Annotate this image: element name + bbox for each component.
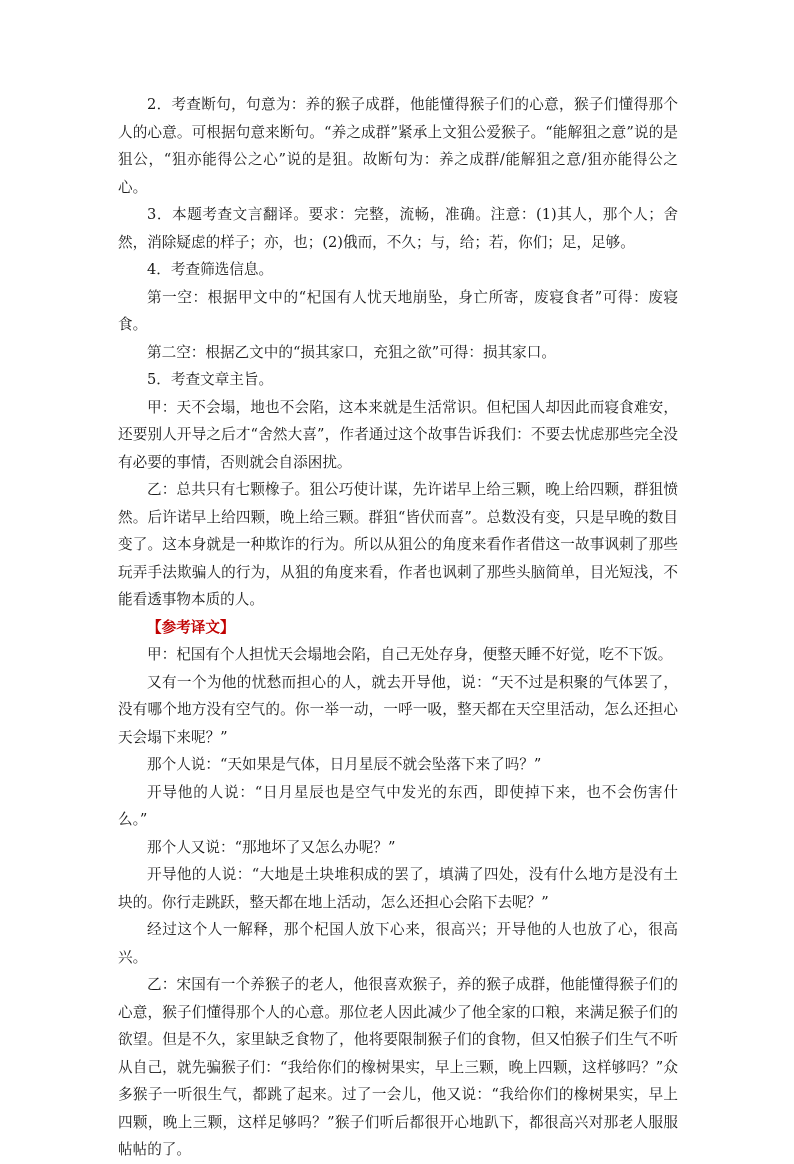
answer-4-blank-2: 第二空：根据乙文中的“损其家口，充狙之欲”可得：损其家口。 <box>147 343 556 361</box>
reference-translation-heading: 【参考译文】 <box>147 618 235 636</box>
translation-jia-4: 开导他的人说：“日月星辰也是空气中发光的东西，即使掉下来，也不会伤害什么。” <box>118 783 678 828</box>
document-body <box>118 91 678 1164</box>
answer-4-blank-1: 第一空：根据甲文中的“杞国有人忧天地崩坠，身亡所寄，废寝食者”可得：废寝食。 <box>118 288 678 333</box>
answer-5: 5．考查文章主旨。 <box>147 371 274 388</box>
answer-4: 4．考查筛选信息。 <box>147 261 274 278</box>
answer-5-jia: 甲：天不会塌，地也不会陷，这本来就是生活常识。但杞国人却因此而寝食难安，还要别人开导之后才“舍然大喜”，作者通过这个故事告诉我们：不要去忧虑那些完全没有必要的事情，否则就会自添困扰。 <box>118 398 678 471</box>
translation-jia-7: 经过这个人一解释，那个杞国人放下心来，很高兴；开导他的人也放了心，很高兴。 <box>118 921 678 966</box>
translation-yi: 乙：宋国有一个养猴子的老人，他很喜欢猴子，养的猴子成群，他能懂得猴子们的心意，猴子们懂得那个人的心意。那位老人因此减少了他全家的口粮，来满足猴子们的欲望。但是不久，家里缺乏食物了，他将要限制猴子们的食物，但又怕猴子们生气不听从自己，就先骗猴子们：“我给你们的橡树果实，早上三颗，晚上四颗，这样够吗？”众多猴子一听很生气，都跳了起来。过了一会儿，他又说：“我给你们的橡树果实，早上四颗，晚上三颗，这样足够吗？”猴子们听后都很开心地趴下，都很高兴对那老人服服帖帖的了。 <box>118 976 678 1158</box>
translation-jia-6: 开导他的人说：“大地是土块堆积成的罢了，填满了四处，没有什么地方是没有土块的。你行走跳跃，整天都在地上活动，怎么还担心会陷下去呢？” <box>118 866 678 911</box>
translation-jia-3: 那个人说：“天如果是气体，日月星辰不就会坠落下来了吗？” <box>147 756 542 773</box>
answer-2: 2．考查断句，句意为：养的猴子成群，他能懂得猴子们的心意，猴子们懂得那个人的心意。可根据句意来断句。“养之成群”紧承上文狙公爱猴子。“能解狙之意”说的是狙公，“狙亦能得公之心”说的是狙。故断句为：养之成群/能解狙之意/狙亦能得公之心。 <box>118 96 678 196</box>
answer-5-yi: 乙：总共只有七颗橡子。狙公巧使计谋，先许诺早上给三颗，晚上给四颗，群狙愤然。后许诺早上给四颗，晚上给三颗。群狙“皆伏而喜”。总数没有变，只是早晚的数目变了。这本身就是一种欺诈的行为。所以从狙公的角度来看作者借这一故事讽刺了那些玩弄手法欺骗人的行为，从狙的角度来看，作者也讽刺了那些头脑简单，目光短浅，不能看透事物本质的人。 <box>118 481 678 608</box>
translation-jia-2: 又有一个为他的忧愁而担心的人，就去开导他，说：“天不过是积聚的气体罢了，没有哪个地方没有空气的。你一举一动，一呼一吸，整天都在天空里活动，怎么还担心天会塌下来呢？” <box>118 673 678 746</box>
translation-jia-1: 甲：杞国有个人担忧天会塌地会陷，自己无处存身，便整天睡不好觉，吃不下饭。 <box>147 646 673 663</box>
answer-3: 3．本题考查文言翻译。要求：完整，流畅，准确。注意：(1)其人，那个人；舍然，消除疑虑的样子；亦，也；(2)俄而，不久；与，给；若，你们；足，足够。 <box>118 206 678 251</box>
translation-jia-5: 那个人又说：“那地坏了又怎么办呢？” <box>147 838 396 856</box>
